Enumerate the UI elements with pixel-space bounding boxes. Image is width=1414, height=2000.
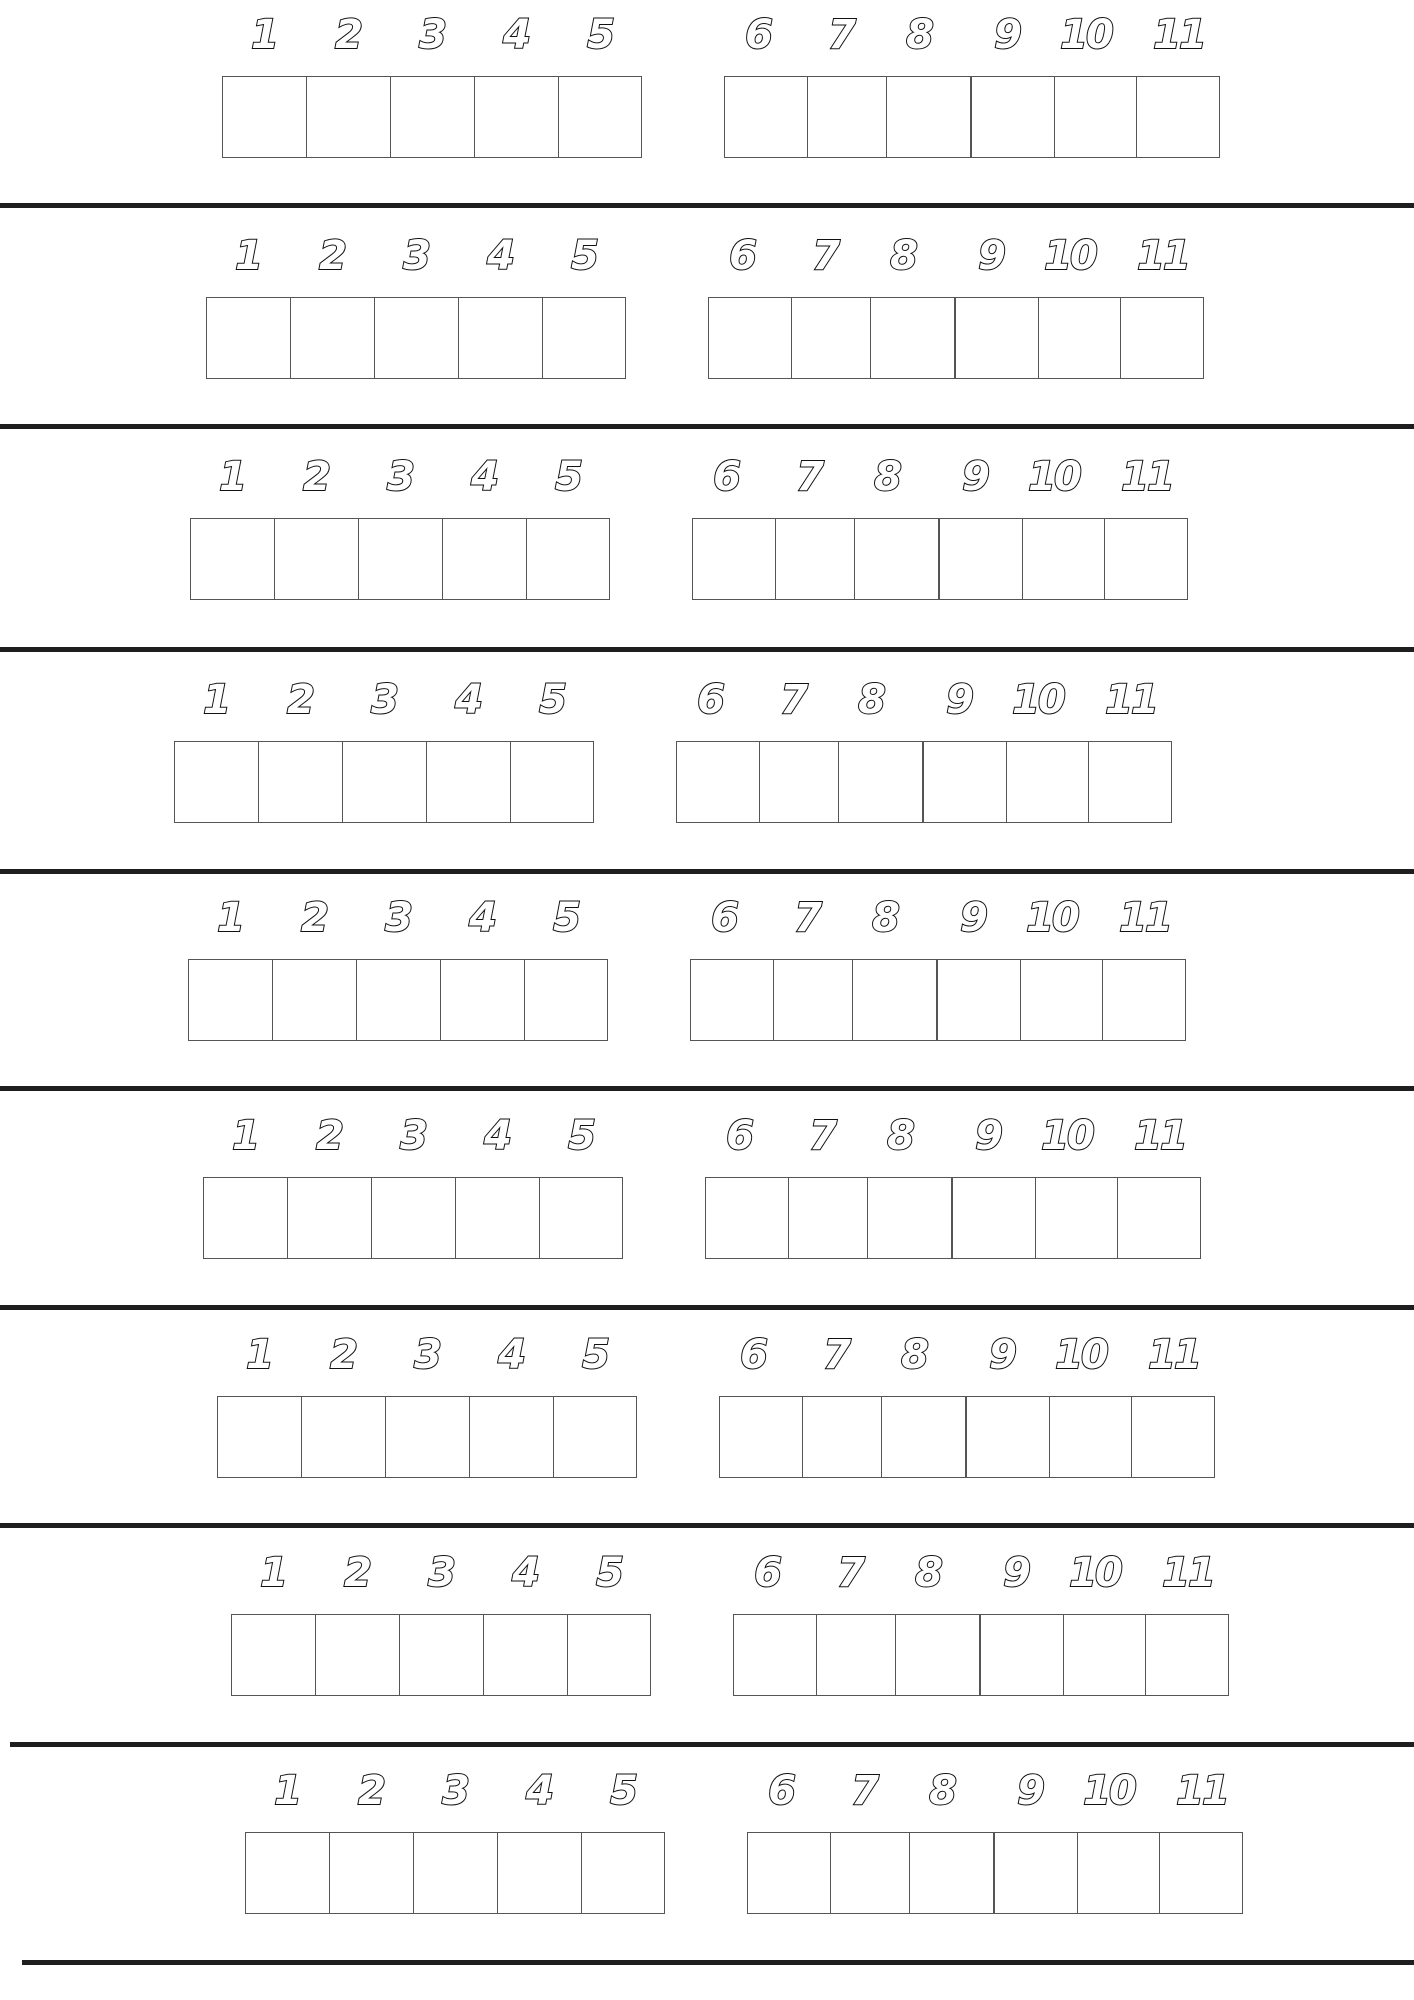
- answer-box[interactable]: [542, 297, 626, 379]
- answer-box[interactable]: [939, 518, 1024, 600]
- box-number: 9: [978, 233, 1004, 279]
- box-number: 10: [1026, 895, 1078, 941]
- answer-box[interactable]: [1120, 297, 1204, 379]
- answer-box[interactable]: [1117, 1177, 1201, 1259]
- box-number: 11: [1176, 1768, 1228, 1814]
- box-number: 4: [469, 895, 495, 941]
- answer-box[interactable]: [1102, 959, 1186, 1041]
- box-number: 10: [1083, 1768, 1135, 1814]
- answer-box[interactable]: [690, 959, 775, 1041]
- answer-box[interactable]: [231, 1614, 316, 1696]
- box-number: 11: [1119, 895, 1171, 941]
- answer-box[interactable]: [174, 741, 259, 823]
- box-number: 3: [428, 1550, 454, 1596]
- box-number: 7: [828, 12, 854, 58]
- box-number: 10: [1028, 454, 1080, 500]
- box-number: 9: [960, 895, 986, 941]
- box-number: 8: [906, 12, 932, 58]
- answer-box[interactable]: [895, 1614, 980, 1696]
- box-number: 2: [319, 233, 345, 279]
- answer-box[interactable]: [245, 1832, 330, 1914]
- box-number: 1: [274, 1768, 300, 1814]
- box-number: 5: [587, 12, 613, 58]
- answer-box[interactable]: [724, 76, 809, 158]
- row-separator: [0, 647, 1414, 652]
- answer-box[interactable]: [553, 1396, 637, 1478]
- box-number: 11: [1137, 233, 1189, 279]
- answer-box[interactable]: [385, 1396, 470, 1478]
- answer-box[interactable]: [676, 741, 761, 823]
- answer-box[interactable]: [886, 76, 971, 158]
- box-number: 1: [232, 1113, 258, 1159]
- box-number: 10: [1069, 1550, 1121, 1596]
- answer-box[interactable]: [775, 518, 856, 600]
- box-number: 1: [203, 677, 229, 723]
- answer-box[interactable]: [287, 1177, 372, 1259]
- box-number: 2: [301, 895, 327, 941]
- box-number: 7: [812, 233, 838, 279]
- answer-box[interactable]: [966, 1396, 1051, 1478]
- answer-box[interactable]: [937, 959, 1022, 1041]
- box-number: 11: [1153, 12, 1205, 58]
- worksheet-strip: [0, 665, 1414, 885]
- box-number: 6: [713, 454, 739, 500]
- box-number: 10: [1041, 1113, 1093, 1159]
- answer-box[interactable]: [329, 1832, 414, 1914]
- answer-box[interactable]: [356, 959, 441, 1041]
- row-separator: [0, 203, 1414, 208]
- answer-box[interactable]: [1049, 1396, 1133, 1478]
- box-number: 5: [568, 1113, 594, 1159]
- answer-box[interactable]: [816, 1614, 897, 1696]
- answer-box[interactable]: [802, 1396, 883, 1478]
- box-number: 6: [697, 677, 723, 723]
- answer-box[interactable]: [358, 518, 443, 600]
- answer-box[interactable]: [426, 741, 511, 823]
- box-number: 6: [740, 1332, 766, 1378]
- box-number: 8: [901, 1332, 927, 1378]
- box-number: 5: [571, 233, 597, 279]
- box-number: 4: [526, 1768, 552, 1814]
- box-number: 9: [962, 454, 988, 500]
- answer-box[interactable]: [258, 741, 343, 823]
- answer-box[interactable]: [980, 1614, 1065, 1696]
- worksheet-strip: [0, 1756, 1414, 1976]
- box-number: 3: [442, 1768, 468, 1814]
- answer-box[interactable]: [923, 741, 1008, 823]
- answer-box[interactable]: [733, 1614, 818, 1696]
- answer-box[interactable]: [188, 959, 273, 1041]
- box-number: 10: [1044, 233, 1096, 279]
- box-number: 11: [1105, 677, 1157, 723]
- row-separator: [22, 1960, 1414, 1965]
- box-number: 8: [872, 895, 898, 941]
- answer-box[interactable]: [497, 1832, 582, 1914]
- box-number: 1: [219, 454, 245, 500]
- box-number: 3: [403, 233, 429, 279]
- box-number: 1: [251, 12, 277, 58]
- worksheet-strip: [0, 883, 1414, 1103]
- box-number: 2: [303, 454, 329, 500]
- answer-box[interactable]: [881, 1396, 966, 1478]
- box-number: 3: [400, 1113, 426, 1159]
- answer-box[interactable]: [1104, 518, 1188, 600]
- box-number: 10: [1055, 1332, 1107, 1378]
- box-number: 1: [217, 895, 243, 941]
- row-separator: [0, 1086, 1414, 1091]
- answer-box[interactable]: [203, 1177, 288, 1259]
- answer-box[interactable]: [1006, 741, 1090, 823]
- box-number: 2: [358, 1768, 384, 1814]
- box-number: 4: [487, 233, 513, 279]
- answer-box[interactable]: [788, 1177, 869, 1259]
- answer-box[interactable]: [524, 959, 608, 1041]
- answer-box[interactable]: [759, 741, 840, 823]
- answer-box[interactable]: [1035, 1177, 1119, 1259]
- worksheet-strip: [0, 1538, 1414, 1758]
- box-number: 4: [498, 1332, 524, 1378]
- box-number: 9: [994, 12, 1020, 58]
- answer-box[interactable]: [708, 297, 793, 379]
- answer-box[interactable]: [1077, 1832, 1161, 1914]
- box-number: 8: [890, 233, 916, 279]
- box-number: 7: [823, 1332, 849, 1378]
- answer-box[interactable]: [413, 1832, 498, 1914]
- answer-box[interactable]: [558, 76, 642, 158]
- answer-box[interactable]: [1054, 76, 1138, 158]
- worksheet-strip: [0, 0, 1414, 220]
- answer-box[interactable]: [301, 1396, 386, 1478]
- box-number: 5: [596, 1550, 622, 1596]
- answer-box[interactable]: [510, 741, 594, 823]
- answer-box[interactable]: [870, 297, 955, 379]
- box-number: 4: [455, 677, 481, 723]
- box-number: 8: [929, 1768, 955, 1814]
- row-separator: [0, 1305, 1414, 1310]
- answer-box[interactable]: [1038, 297, 1122, 379]
- box-number: 5: [553, 895, 579, 941]
- answer-box[interactable]: [567, 1614, 651, 1696]
- answer-box[interactable]: [971, 76, 1056, 158]
- box-number: 2: [344, 1550, 370, 1596]
- box-number: 4: [471, 454, 497, 500]
- box-number: 2: [287, 677, 313, 723]
- box-number: 5: [539, 677, 565, 723]
- answer-box[interactable]: [909, 1832, 994, 1914]
- box-number: 6: [745, 12, 771, 58]
- box-number: 6: [729, 233, 755, 279]
- box-number: 10: [1060, 12, 1112, 58]
- answer-box[interactable]: [705, 1177, 790, 1259]
- box-number: 5: [555, 454, 581, 500]
- answer-box[interactable]: [483, 1614, 568, 1696]
- box-number: 11: [1148, 1332, 1200, 1378]
- box-number: 6: [768, 1768, 794, 1814]
- answer-box[interactable]: [539, 1177, 623, 1259]
- answer-box[interactable]: [1063, 1614, 1147, 1696]
- answer-box[interactable]: [830, 1832, 911, 1914]
- answer-box[interactable]: [1145, 1614, 1229, 1696]
- box-number: 7: [794, 895, 820, 941]
- box-number: 2: [335, 12, 361, 58]
- box-number: 8: [874, 454, 900, 500]
- answer-box[interactable]: [747, 1832, 832, 1914]
- answer-box[interactable]: [206, 297, 291, 379]
- box-number: 6: [726, 1113, 752, 1159]
- box-number: 4: [503, 12, 529, 58]
- answer-box[interactable]: [290, 297, 375, 379]
- box-number: 11: [1134, 1113, 1186, 1159]
- answer-box[interactable]: [455, 1177, 540, 1259]
- answer-box[interactable]: [1088, 741, 1172, 823]
- worksheet-strip: [0, 442, 1414, 662]
- answer-box[interactable]: [719, 1396, 804, 1478]
- box-number: 6: [754, 1550, 780, 1596]
- row-separator: [0, 1523, 1414, 1528]
- box-number: 5: [610, 1768, 636, 1814]
- answer-box[interactable]: [371, 1177, 456, 1259]
- answer-box[interactable]: [469, 1396, 554, 1478]
- box-number: 3: [414, 1332, 440, 1378]
- answer-box[interactable]: [1136, 76, 1220, 158]
- answer-box[interactable]: [190, 518, 275, 600]
- answer-box[interactable]: [773, 959, 854, 1041]
- box-number: 11: [1162, 1550, 1214, 1596]
- box-number: 7: [796, 454, 822, 500]
- worksheet-strip: [0, 1320, 1414, 1540]
- box-number: 1: [246, 1332, 272, 1378]
- box-number: 5: [582, 1332, 608, 1378]
- answer-box[interactable]: [474, 76, 559, 158]
- answer-box[interactable]: [399, 1614, 484, 1696]
- answer-box[interactable]: [272, 959, 357, 1041]
- answer-box[interactable]: [1159, 1832, 1243, 1914]
- box-number: 9: [989, 1332, 1015, 1378]
- answer-box[interactable]: [994, 1832, 1079, 1914]
- row-separator: [0, 869, 1414, 874]
- answer-box[interactable]: [458, 297, 543, 379]
- box-number: 1: [260, 1550, 286, 1596]
- box-number: 10: [1012, 677, 1064, 723]
- box-number: 11: [1121, 454, 1173, 500]
- answer-box[interactable]: [374, 297, 459, 379]
- box-number: 2: [330, 1332, 356, 1378]
- worksheet-strip: [0, 221, 1414, 441]
- box-number: 4: [512, 1550, 538, 1596]
- answer-box[interactable]: [854, 518, 939, 600]
- row-separator: [0, 424, 1414, 429]
- answer-box[interactable]: [955, 297, 1040, 379]
- answer-box[interactable]: [315, 1614, 400, 1696]
- answer-box[interactable]: [526, 518, 610, 600]
- answer-box[interactable]: [807, 76, 888, 158]
- answer-box[interactable]: [1020, 959, 1104, 1041]
- box-number: 7: [809, 1113, 835, 1159]
- box-number: 1: [235, 233, 261, 279]
- answer-box[interactable]: [306, 76, 391, 158]
- box-number: 3: [387, 454, 413, 500]
- box-number: 7: [851, 1768, 877, 1814]
- box-number: 3: [419, 12, 445, 58]
- box-number: 8: [915, 1550, 941, 1596]
- box-number: 3: [371, 677, 397, 723]
- answer-box[interactable]: [217, 1396, 302, 1478]
- box-number: 6: [711, 895, 737, 941]
- box-number: 4: [484, 1113, 510, 1159]
- answer-box[interactable]: [952, 1177, 1037, 1259]
- box-number: 8: [887, 1113, 913, 1159]
- answer-box[interactable]: [791, 297, 872, 379]
- box-number: 7: [780, 677, 806, 723]
- row-separator: [10, 1742, 1414, 1747]
- answer-box[interactable]: [1022, 518, 1106, 600]
- answer-box[interactable]: [274, 518, 359, 600]
- answer-box[interactable]: [440, 959, 525, 1041]
- answer-box[interactable]: [852, 959, 937, 1041]
- answer-box[interactable]: [390, 76, 475, 158]
- answer-box[interactable]: [442, 518, 527, 600]
- answer-box[interactable]: [581, 1832, 665, 1914]
- answer-box[interactable]: [1131, 1396, 1215, 1478]
- box-number: 9: [1003, 1550, 1029, 1596]
- answer-box[interactable]: [342, 741, 427, 823]
- answer-box[interactable]: [222, 76, 307, 158]
- box-number: 9: [1017, 1768, 1043, 1814]
- box-number: 9: [975, 1113, 1001, 1159]
- answer-box[interactable]: [692, 518, 777, 600]
- answer-box[interactable]: [838, 741, 923, 823]
- box-number: 7: [837, 1550, 863, 1596]
- box-number: 3: [385, 895, 411, 941]
- box-number: 2: [316, 1113, 342, 1159]
- answer-box[interactable]: [867, 1177, 952, 1259]
- worksheet-strip: [0, 1101, 1414, 1321]
- box-number: 8: [858, 677, 884, 723]
- box-number: 9: [946, 677, 972, 723]
